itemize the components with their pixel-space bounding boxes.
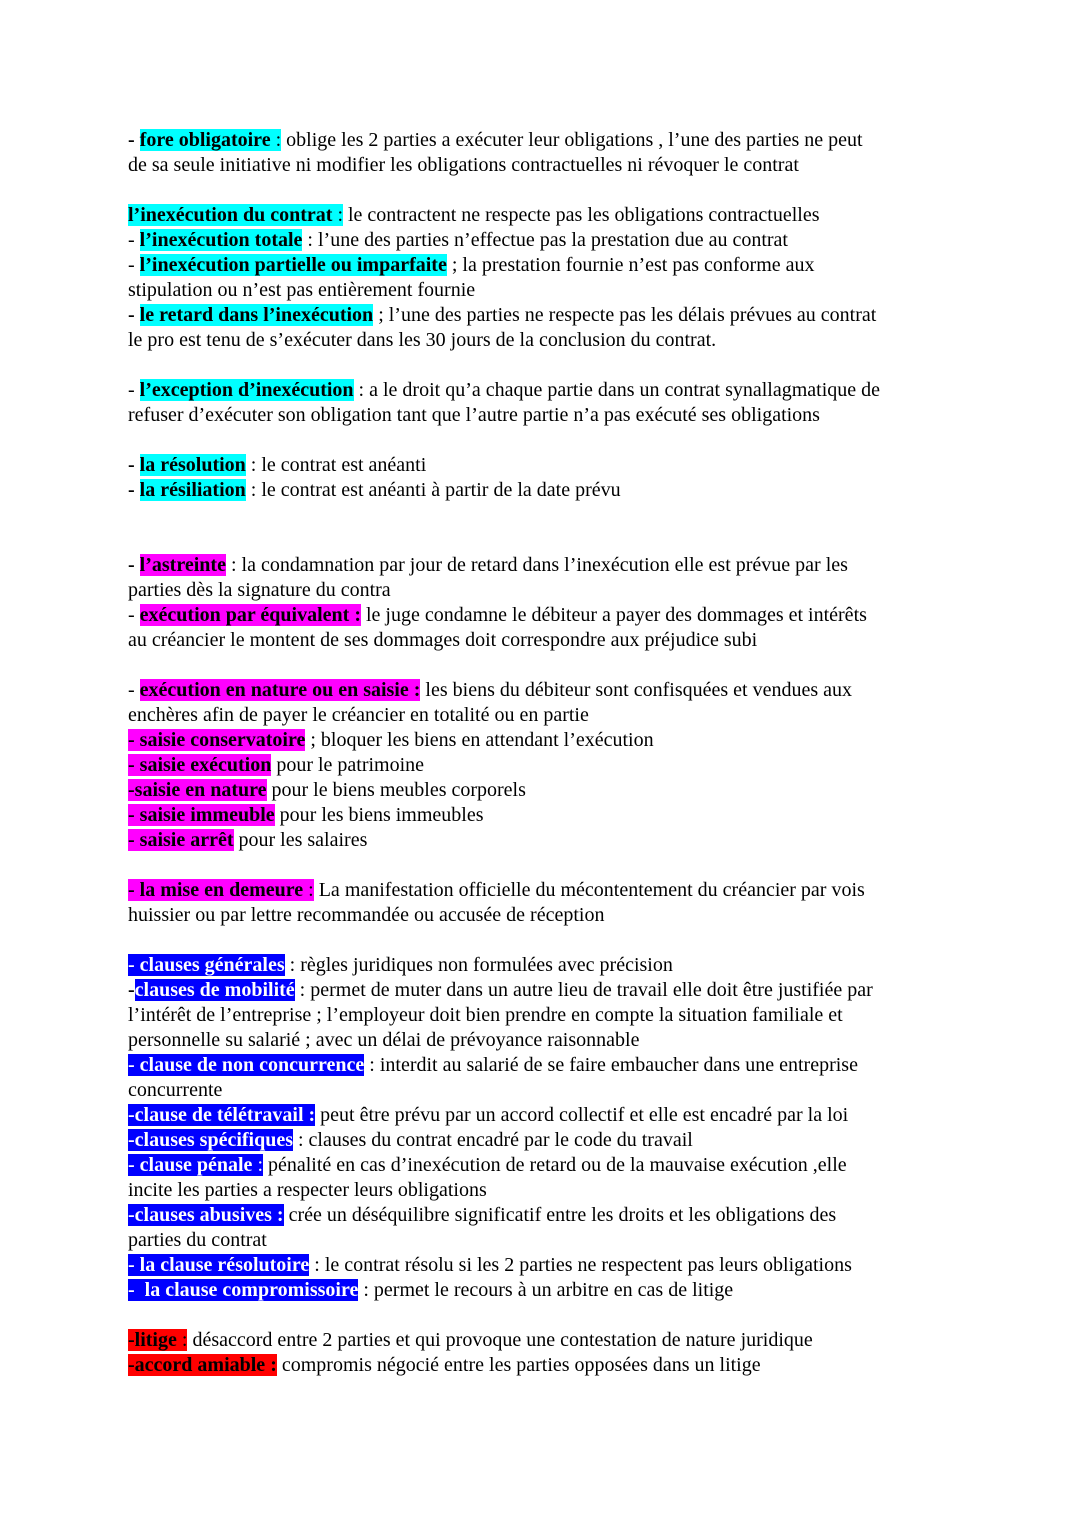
term-highlight: - la clause résolutoire — [128, 1254, 310, 1276]
term-label: -accord amiable — [128, 1354, 266, 1376]
term-label: exécution en nature ou en saisie — [139, 679, 409, 701]
term-separator: : — [176, 1329, 188, 1351]
entry-prefix: - — [128, 979, 135, 1001]
definition-continuation: refuser d’exécuter son obligation tant que l’autre partie n’a pas exécuté ses obligations — [128, 404, 820, 426]
definition-text: compromis négocié entre les parties opposées dans un litige — [276, 1354, 761, 1376]
term-separator: : — [303, 1104, 316, 1126]
section-exception — [128, 378, 958, 428]
definition-text: : le contrat est anéanti — [245, 454, 427, 476]
term-highlight: - saisie arrêt — [128, 829, 234, 851]
term-highlight — [140, 604, 361, 626]
definition-entry — [128, 1103, 958, 1128]
definition-text: désaccord entre 2 parties et qui provoque une contestation de nature juridique — [187, 1329, 813, 1351]
term-highlight: - la clause compromissoire — [128, 1279, 359, 1301]
term-highlight — [128, 1329, 187, 1351]
definition-entry — [128, 228, 958, 253]
definition-text: : l’une des parties n’effectue pas la prestation due au contrat — [302, 229, 788, 251]
term-label: -clause de télétravail — [128, 1104, 304, 1126]
definition-continuation: l’intérêt de l’entreprise ; l’employeur doit bien prendre en compte la situation familiale et — [128, 1004, 843, 1026]
definition-text: le contractent ne respecte pas les obligations contractuelles — [343, 204, 820, 226]
definition-text: : le contrat est anéanti à partir de la date prévu — [245, 479, 621, 501]
term-separator: : — [270, 129, 282, 151]
definition-continuation: parties du contrat — [128, 1229, 267, 1251]
definition-continuation: personnelle su salarié ; avec un délai de prévoyance raisonnable — [128, 1029, 640, 1051]
definition-entry — [128, 303, 958, 328]
definition-text: : le contrat résolu si les 2 parties ne respectent pas leurs obligations — [309, 1254, 852, 1276]
definition-text: peut être prévu par un accord collectif et elle est encadré par la loi — [315, 1104, 849, 1126]
term-highlight — [128, 1104, 315, 1126]
section-inexecution — [128, 203, 958, 353]
definition-text: : clauses du contrat encadré par le code du travail — [293, 1129, 693, 1151]
definition-text: oblige les 2 parties a exécuter leur obligations , l’une des parties ne peut — [281, 129, 863, 151]
section-force-obligatoire — [128, 128, 958, 178]
term-label: - la mise en demeure — [128, 879, 304, 901]
definition-continuation: le pro est tenu de s’exécuter dans les 30 jours de la conclusion du contrat. — [128, 329, 717, 351]
term-highlight: le retard dans l’inexécution — [139, 304, 374, 326]
section-saisie — [128, 678, 958, 853]
definition-text: pour les biens immeubles — [274, 804, 484, 826]
term-highlight: la résolution — [139, 454, 246, 476]
term-label: l’inexécution du contrat — [128, 204, 333, 226]
definition-continuation: parties dès la signature du contra — [128, 579, 391, 601]
definition-entry — [128, 828, 958, 853]
term-highlight: l’exception d’inexécution — [139, 379, 354, 401]
entry-prefix: - — [128, 479, 140, 501]
term-highlight: - saisie conservatoire — [128, 729, 306, 751]
definition-text: ; l’une des parties ne respecte pas les délais prévues au contrat — [373, 304, 877, 326]
term-highlight — [128, 204, 343, 226]
term-label: -clauses abusives — [128, 1204, 272, 1226]
definition-entry — [128, 1353, 958, 1378]
definition-continuation: stipulation ou n’est pas entièrement fournie — [128, 279, 476, 301]
entry-prefix: - — [128, 304, 140, 326]
definition-continuation: au créancier le montent de ses dommages doit correspondre aux préjudice subi — [128, 629, 758, 651]
definition-entry — [128, 553, 958, 578]
entry-prefix: - — [128, 254, 140, 276]
definition-entry — [128, 1203, 958, 1228]
definition-text: : la condamnation par jour de retard dans l’inexécution elle est prévue par les — [225, 554, 848, 576]
term-highlight — [128, 1204, 284, 1226]
definition-text: les biens du débiteur sont confisquées et vendues aux — [420, 679, 852, 701]
definition-text: La manifestation officielle du mécontentement du créancier par vois — [313, 879, 865, 901]
definition-entry — [128, 1278, 958, 1303]
definition-text: crée un déséquilibre significatif entre les droits et les obligations des — [283, 1204, 837, 1226]
term-highlight: clauses de mobilité — [134, 979, 295, 1001]
term-highlight: l’astreinte — [139, 554, 226, 576]
section-clauses — [128, 953, 958, 1303]
entry-prefix: - — [128, 229, 140, 251]
definition-entry — [128, 1053, 958, 1078]
term-separator: : — [332, 204, 343, 226]
definition-entry — [128, 603, 958, 628]
definition-continuation: enchères afin de payer le créancier en totalité ou en partie — [128, 704, 589, 726]
term-highlight — [128, 1354, 277, 1376]
term-separator: : — [408, 679, 421, 701]
definition-continuation: huissier ou par lettre recommandée ou accusée de réception — [128, 904, 605, 926]
entry-prefix: - — [128, 554, 140, 576]
definition-entry — [128, 1128, 958, 1153]
definition-text: pour les salaires — [233, 829, 368, 851]
definition-entry — [128, 878, 958, 903]
entry-prefix: - — [128, 679, 140, 701]
definition-entry — [128, 1328, 958, 1353]
term-separator: : — [252, 1154, 263, 1176]
definition-text: ; la prestation fournie n’est pas conforme aux — [446, 254, 815, 276]
definition-entry — [128, 1153, 958, 1178]
definition-continuation: concurrente — [128, 1079, 223, 1101]
definition-text: : permet de muter dans un autre lieu de travail elle doit être justifiée par — [294, 979, 873, 1001]
term-highlight: - clause de non concurrence — [128, 1054, 365, 1076]
term-label: fore obligatoire — [139, 129, 271, 151]
definition-entry — [128, 803, 958, 828]
definition-entry — [128, 753, 958, 778]
term-highlight — [140, 679, 421, 701]
definition-entry — [128, 203, 958, 228]
term-highlight: -saisie en nature — [128, 779, 267, 801]
definition-text: : a le droit qu’a chaque partie dans un contrat synallagmatique de — [353, 379, 881, 401]
definition-text: ; bloquer les biens en attendant l’exécution — [305, 729, 654, 751]
definition-entry — [128, 1253, 958, 1278]
term-separator: : — [265, 1354, 277, 1376]
definition-text: le juge condamne le débiteur a payer des dommages et intérêts — [360, 604, 867, 626]
term-separator: : — [349, 604, 361, 626]
section-resolution — [128, 453, 958, 503]
definition-continuation: incite les parties a respecter leurs obligations — [128, 1179, 487, 1201]
definition-entry — [128, 253, 958, 278]
definition-text: : règles juridiques non formulées avec précision — [284, 954, 673, 976]
term-separator: : — [303, 879, 314, 901]
term-label: - clause pénale — [128, 1154, 253, 1176]
section-astreinte — [128, 553, 958, 653]
entry-prefix: - — [128, 604, 140, 626]
definition-entry — [128, 978, 958, 1003]
definition-text: pour le biens meubles corporels — [266, 779, 526, 801]
section-mise-en-demeure — [128, 878, 958, 928]
definition-entry — [128, 378, 958, 403]
term-highlight — [140, 129, 281, 151]
definition-text: pénalité en cas d’inexécution de retard ou de la mauvaise exécution ,elle — [263, 1154, 847, 1176]
term-label: exécution par équivalent — [139, 604, 350, 626]
definition-entry — [128, 778, 958, 803]
definition-entry — [128, 453, 958, 478]
term-highlight: -clauses spécifiques — [128, 1129, 293, 1151]
definition-continuation: de sa seule initiative ni modifier les obligations contractuelles ni révoquer le contrat — [128, 154, 799, 176]
term-highlight: la résiliation — [139, 479, 246, 501]
definition-entry — [128, 478, 958, 503]
term-highlight: - saisie immeuble — [128, 804, 275, 826]
definition-entry — [128, 678, 958, 703]
term-highlight: - clauses générales — [128, 954, 285, 976]
definition-entry — [128, 128, 958, 153]
term-highlight: l’inexécution partielle ou imparfaite — [139, 254, 447, 276]
term-highlight: l’inexécution totale — [139, 229, 303, 251]
definition-text: pour le patrimoine — [271, 754, 425, 776]
definition-entry — [128, 953, 958, 978]
term-highlight — [128, 879, 314, 901]
entry-prefix: - — [128, 129, 140, 151]
term-highlight: - saisie exécution — [128, 754, 272, 776]
definition-entry — [128, 728, 958, 753]
document-page — [128, 128, 958, 1378]
section-litige — [128, 1328, 958, 1378]
entry-prefix: - — [128, 379, 140, 401]
entry-prefix: - — [128, 454, 140, 476]
term-label: -litige — [128, 1329, 177, 1351]
definition-text: : permet le recours à un arbitre en cas de litige — [358, 1279, 734, 1301]
term-highlight — [128, 1154, 263, 1176]
definition-text: : interdit au salarié de se faire embaucher dans une entreprise — [364, 1054, 858, 1076]
term-separator: : — [271, 1204, 284, 1226]
